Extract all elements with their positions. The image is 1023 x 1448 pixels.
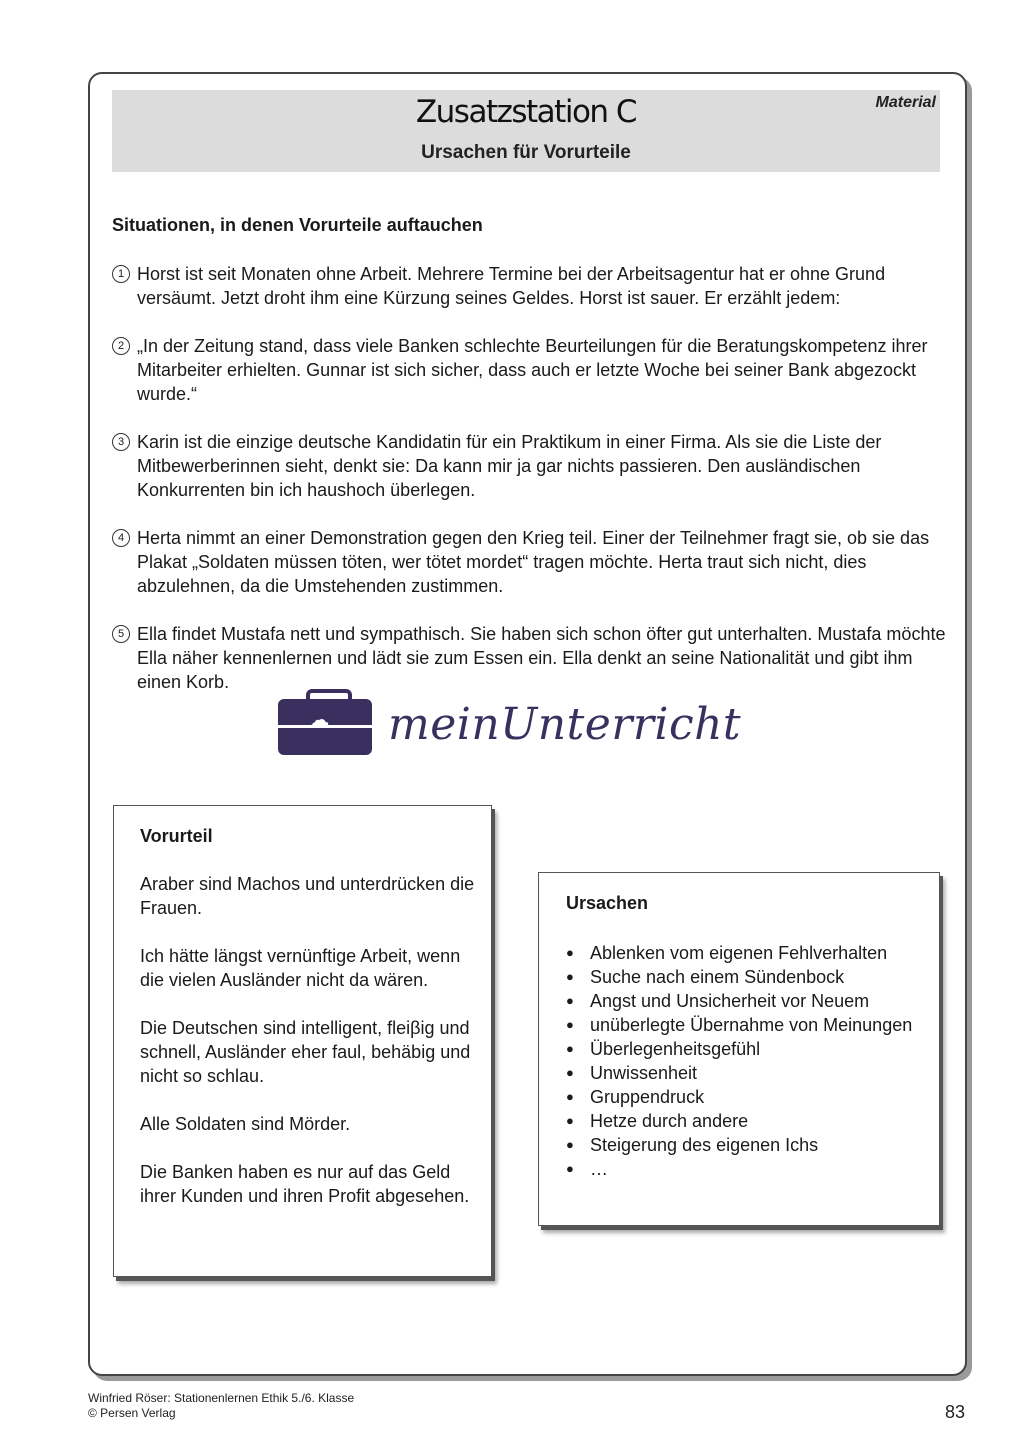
page-title: Zusatzstation C	[415, 94, 637, 130]
prejudice-item: Alle Soldaten sind Mörder.	[140, 1114, 351, 1134]
footer-credits	[88, 1391, 354, 1421]
situation-text: Herta nimmt an einer Demonstration gegen den Krieg teil. Einer der Teilnehmer fragt sie, ob sie das Plakat „Soldaten müssen töten, wer tötet mordet“ tragen möchte. Herta traut sich nicht, dies abzulehnen, da die Umstehenden zustimmen.	[137, 528, 930, 596]
situation-text: „In der Zeitung stand, dass viele Banken schlechte Beurteilungen für die Beratungskompetenz ihrer Mitarbeiter erhielten. Gunnar ist sich sicher, dass auch er letzte Woche bei seiner Bank abgezockt wurde.“	[137, 336, 928, 404]
situations-heading: Situationen, in denen Vorurteile auftauchen	[112, 215, 483, 235]
cause-item: ● Ablenken vom eigenen Fehlverhalten	[566, 941, 926, 965]
situation-item	[112, 622, 947, 694]
page-subtitle: Ursachen für Vorurteile	[421, 142, 631, 163]
situation-text: Horst ist seit Monaten ohne Arbeit. Mehrere Termine bei der Arbeitsagentur hat er ohne Grund versäumt. Jetzt droht ihm eine Kürzung seines Geldes. Horst ist sauer. Er erzählt jedem:	[137, 264, 886, 308]
situation-number: 3	[112, 433, 130, 451]
causes-box	[538, 872, 940, 1226]
prejudice-item: Die Deutschen sind intelligent, fleiβig und schnell, Ausländer eher faul, behäbig und nicht so schlau.	[140, 1018, 471, 1086]
material-label: Material	[875, 94, 936, 111]
prejudice-box	[113, 805, 492, 1277]
situation-number: 5	[112, 625, 130, 643]
page-number: 83	[944, 1402, 965, 1422]
situation-text: Karin ist die einzige deutsche Kandidatin für ein Praktikum in einer Firma. Als sie die Liste der Mitbewerberinnen sieht, denkt sie: Da kann mir ja gar nichts passieren. Den ausländischen Konkurrenten bin ich haushoch überlegen.	[137, 432, 882, 500]
cause-item: ● unüberlegte Übernahme von Meinungen	[566, 1013, 926, 1037]
footer-book-title: Winfried Röser: Stationenlernen Ethik 5./6. Klasse	[88, 1391, 355, 1405]
cause-item: ● Suche nach einem Sündenbock	[566, 965, 926, 989]
briefcase-cloud-icon: ☁	[278, 699, 372, 755]
situations-list	[112, 262, 947, 718]
cause-item: ● Überlegenheitsgefühl	[566, 1037, 926, 1061]
prejudice-list	[140, 872, 480, 1232]
situation-number: 1	[112, 265, 130, 283]
cause-item: ● Gruppendruck	[566, 1085, 926, 1109]
prejudice-item: Die Banken haben es nur auf das Geld ihrer Kunden und ihren Profit abgesehen.	[140, 1162, 470, 1206]
situation-item	[112, 334, 947, 406]
causes-list	[566, 941, 926, 1181]
prejudice-item: Ich hätte längst vernünftige Arbeit, wenn die vielen Ausländer nicht da wären.	[140, 946, 461, 990]
causes-heading: Ursachen	[566, 893, 649, 913]
situation-item	[112, 526, 947, 598]
cause-item: ● Steigerung des eigenen Ichs	[566, 1133, 926, 1157]
watermark-text: meinUnterricht	[388, 699, 742, 750]
cause-item: ● …	[566, 1157, 926, 1181]
situation-text: Ella findet Mustafa nett und sympathisch. Sie haben sich schon öfter gut unterhalten. Mustafa möchte Ella näher kennenlernen und lädt sie zum Essen ein. Ella denkt an seine Nationalität und gibt ihm einen Korb.	[137, 624, 946, 692]
footer-publisher: © Persen Verlag	[88, 1406, 176, 1420]
cause-item: ● Hetze durch andere	[566, 1109, 926, 1133]
header-banner	[112, 90, 940, 172]
situation-number: 2	[112, 337, 130, 355]
situation-item	[112, 430, 947, 502]
watermark-logo	[278, 695, 758, 757]
situation-number: 4	[112, 529, 130, 547]
prejudice-heading: Vorurteil	[140, 826, 213, 846]
prejudice-item: Araber sind Machos und unterdrücken die Frauen.	[140, 874, 475, 918]
cause-item: ● Unwissenheit	[566, 1061, 926, 1085]
situation-item	[112, 262, 947, 310]
cause-item: ● Angst und Unsicherheit vor Neuem	[566, 989, 926, 1013]
